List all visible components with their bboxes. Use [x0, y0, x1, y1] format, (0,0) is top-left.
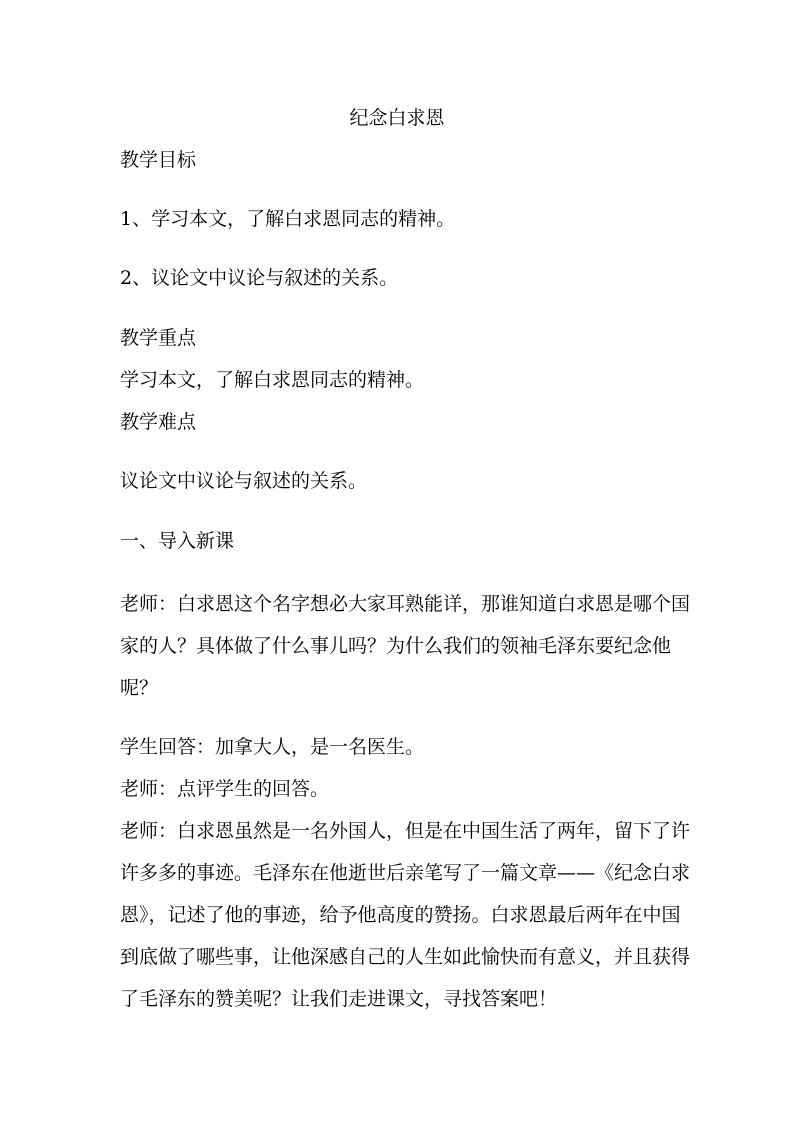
paragraph-line: 恩》，记述了他的事迹，给予他高度的赞扬。白求恩最后两年在中国 [120, 904, 681, 926]
section-heading-difficulties: 教学难点 [120, 411, 197, 433]
paragraph-line: 到底做了哪些事，让他深感自己的人生如此愉快而有意义，并且获得 [120, 946, 691, 968]
paragraph-line: 家的人？具体做了什么事儿吗？为什么我们的领袖毛泽东要纪念他 [120, 635, 672, 657]
objective-item-2: 2、议论文中议论与叙述的关系。 [120, 267, 399, 289]
section-heading-key-points: 教学重点 [120, 327, 197, 349]
section-heading-introduction: 一、导入新课 [120, 530, 235, 552]
difficulty-text: 议论文中议论与叙述的关系。 [120, 470, 368, 492]
paragraph-line: 许多多的事迹。毛泽东在他逝世后亲笔写了一篇文章——《纪念白求 [120, 862, 691, 884]
objective-item-1: 1、学习本文，了解白求恩同志的精神。 [120, 208, 456, 230]
paragraph-line: 老师：白求恩虽然是一名外国人，但是在中国生活了两年，留下了许 [120, 820, 691, 842]
paragraph-line: 了毛泽东的赞美呢？让我们走进课文，寻找答案吧！ [120, 988, 558, 1010]
paragraph-line: 呢？ [120, 677, 159, 699]
paragraph-line: 学生回答：加拿大人，是一名医生。 [120, 736, 425, 758]
section-heading-objectives: 教学目标 [120, 149, 197, 171]
paragraph-line: 老师：白求恩这个名字想必大家耳熟能详，那谁知道白求恩是哪个国 [120, 593, 691, 615]
key-point-text: 学习本文，了解白求恩同志的精神。 [120, 369, 425, 391]
page-title: 纪念白求恩 [349, 107, 445, 129]
paragraph-line: 老师：点评学生的回答。 [120, 778, 330, 800]
